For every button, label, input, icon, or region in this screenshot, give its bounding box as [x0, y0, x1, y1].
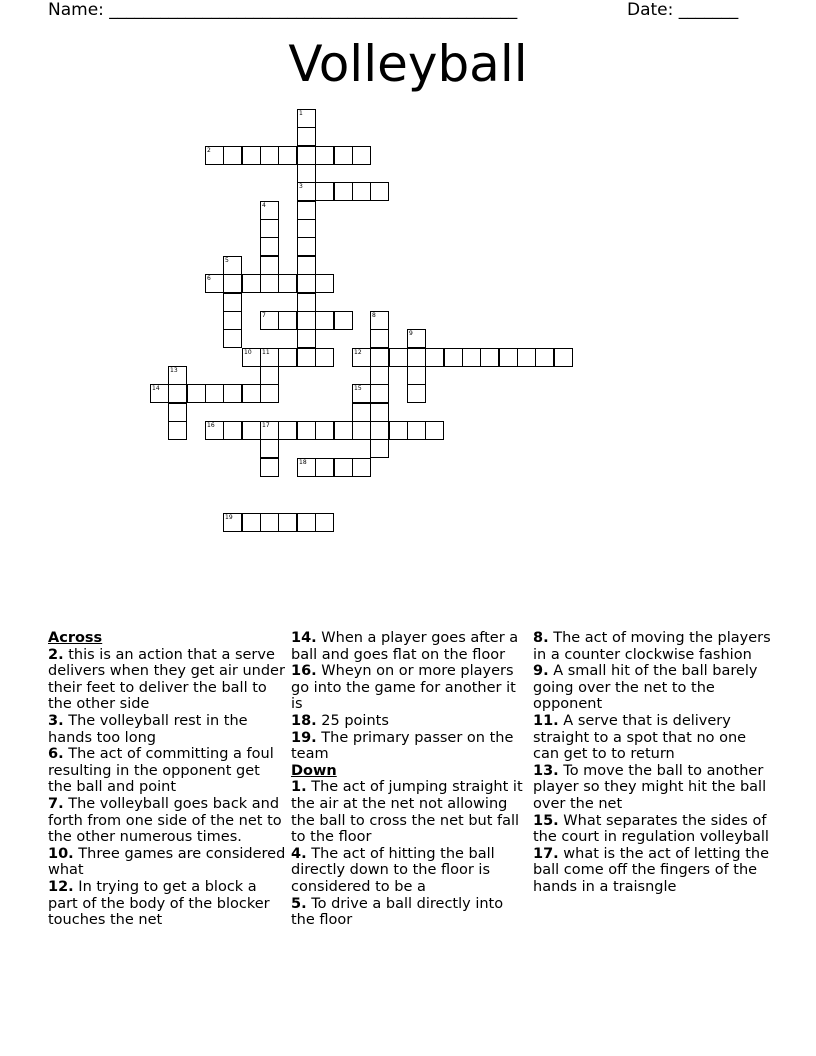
grid-cell[interactable] [278, 513, 297, 532]
grid-cell[interactable] [499, 348, 518, 367]
clue-number-label: 15. [533, 812, 559, 829]
grid-cell[interactable] [407, 421, 426, 440]
clue-item [533, 763, 771, 813]
clue-item [48, 647, 286, 713]
grid-cell[interactable] [370, 403, 389, 422]
grid-cell[interactable] [370, 439, 389, 458]
clue-number: 1 [299, 110, 303, 117]
grid-cell[interactable] [223, 329, 242, 348]
clue-item [48, 846, 286, 879]
grid-cell[interactable] [480, 348, 499, 367]
clue-number: 2 [207, 147, 211, 154]
clue-number: 12 [354, 349, 362, 356]
clue-number-label: 2. [48, 646, 64, 663]
grid-cell[interactable] [370, 348, 389, 367]
clue-text: what is the act of letting the ball come off the fingers of the hands in a traisngle [533, 845, 770, 895]
grid-cell[interactable] [168, 403, 187, 422]
date-field-label: Date: _______ [627, 0, 739, 20]
grid-cell[interactable] [352, 146, 371, 165]
grid-cell[interactable] [242, 274, 261, 293]
grid-cell[interactable] [297, 182, 316, 201]
clue-number-label: 12. [48, 878, 74, 895]
grid-cell[interactable] [242, 384, 261, 403]
clue-text: The volleyball goes back and forth from one side of the net to the other numerous times. [48, 795, 282, 846]
grid-cell[interactable] [554, 348, 573, 367]
grid-cell[interactable] [223, 421, 242, 440]
clue-text: 25 points [316, 712, 389, 729]
clue-number-label: 9. [533, 663, 549, 680]
grid-cell[interactable] [352, 403, 371, 422]
grid-cell[interactable] [187, 384, 206, 403]
clue-number-label: 18. [291, 712, 317, 729]
grid-cell[interactable] [278, 146, 297, 165]
grid-cell[interactable] [315, 182, 334, 201]
clue-text: The act of committing a foul resulting in the opponent get the ball and point [48, 746, 274, 796]
grid-cell[interactable] [370, 384, 389, 403]
grid-cell[interactable] [370, 329, 389, 348]
clue-item [291, 779, 529, 845]
clue-number-label: 6. [48, 746, 64, 763]
grid-cell[interactable] [260, 439, 279, 458]
grid-cell[interactable] [334, 146, 353, 165]
grid-cell[interactable] [315, 311, 334, 330]
clue-text: In trying to get a block a part of the body of the blocker touches the net [48, 878, 270, 929]
clue-number-label: 11. [533, 712, 559, 729]
grid-cell[interactable] [370, 421, 389, 440]
grid-cell[interactable] [444, 348, 463, 367]
grid-cell[interactable] [517, 348, 536, 367]
grid-cell[interactable] [297, 164, 316, 183]
clue-text: The act of jumping straight it the air at the net not allowing the ball to cross the net but fall to the floor [291, 779, 523, 846]
grid-cell[interactable] [297, 109, 316, 128]
grid-cell[interactable] [205, 421, 224, 440]
grid-cell[interactable] [389, 421, 408, 440]
grid-cell[interactable] [297, 421, 316, 440]
grid-cell[interactable] [223, 311, 242, 330]
clue-number: 6 [207, 275, 211, 282]
grid-cell[interactable] [535, 348, 554, 367]
clue-number: 17 [262, 422, 270, 429]
grid-cell[interactable] [297, 127, 316, 146]
clues-column-1 [48, 630, 286, 929]
grid-cell[interactable] [425, 421, 444, 440]
grid-cell[interactable] [297, 274, 316, 293]
page-title: Volleyball [288, 35, 528, 93]
across-heading: Across [48, 630, 103, 646]
grid-cell[interactable] [407, 329, 426, 348]
grid-cell[interactable] [425, 348, 444, 367]
clue-number: 5 [225, 257, 229, 264]
clue-number: 13 [170, 367, 178, 374]
clue-number: 15 [354, 385, 362, 392]
grid-cell[interactable] [297, 201, 316, 220]
clue-item [291, 663, 529, 713]
clue-number: 3 [299, 183, 303, 190]
clue-text: When a player goes after a ball and goes flat on the floor [291, 630, 519, 663]
clue-number-label: 10. [48, 845, 74, 862]
grid-cell[interactable] [334, 311, 353, 330]
across-clue-list [48, 647, 286, 929]
clue-number-label: 16. [291, 663, 317, 680]
grid-cell[interactable] [242, 146, 261, 165]
grid-cell[interactable] [352, 384, 371, 403]
clue-text: Three games are considered what [48, 845, 286, 879]
clue-item [48, 746, 286, 796]
clue-item [291, 896, 529, 929]
grid-cell[interactable] [278, 311, 297, 330]
clue-number: 4 [262, 202, 266, 209]
grid-cell[interactable] [223, 384, 242, 403]
grid-cell[interactable] [352, 182, 371, 201]
grid-cell[interactable] [389, 348, 408, 367]
grid-cell[interactable] [260, 219, 279, 238]
clues-column-2 [291, 630, 529, 929]
grid-cell[interactable] [168, 384, 187, 403]
clue-number-label: 13. [533, 762, 559, 779]
grid-cell[interactable] [260, 348, 279, 367]
clue-item [48, 713, 286, 746]
clue-item [291, 846, 529, 896]
grid-cell[interactable] [297, 256, 316, 275]
grid-cell[interactable] [168, 421, 187, 440]
grid-cell[interactable] [260, 458, 279, 477]
grid-cell[interactable] [407, 348, 426, 367]
grid-cell[interactable] [334, 458, 353, 477]
clue-text: The volleyball rest in the hands too long [48, 712, 248, 746]
grid-cell[interactable] [223, 274, 242, 293]
grid-cell[interactable] [168, 366, 187, 385]
grid-cell[interactable] [150, 384, 169, 403]
grid-cell[interactable] [315, 348, 334, 367]
grid-cell[interactable] [297, 513, 316, 532]
grid-cell[interactable] [260, 513, 279, 532]
grid-cell[interactable] [297, 237, 316, 256]
clue-text: Wheyn on or more players go into the game for another it is [291, 663, 516, 713]
grid-cell[interactable] [260, 256, 279, 275]
clue-number-label: 17. [533, 845, 559, 862]
grid-cell[interactable] [315, 146, 334, 165]
clue-text: What separates the sides of the court in regulation volleyball [533, 812, 769, 846]
grid-cell[interactable] [352, 458, 371, 477]
grid-cell[interactable] [223, 146, 242, 165]
clue-item [48, 796, 286, 846]
grid-cell[interactable] [315, 274, 334, 293]
grid-cell[interactable] [242, 348, 261, 367]
grid-cell[interactable] [462, 348, 481, 367]
clue-number-label: 4. [291, 845, 307, 862]
clue-text: The act of moving the players in a counter clockwise fashion [533, 630, 771, 663]
clue-number-label: 7. [48, 795, 64, 812]
down-clue-list [291, 779, 529, 928]
clue-text: A small hit of the ball barely going over the net to the opponent [533, 663, 758, 713]
grid-cell[interactable] [223, 513, 242, 532]
grid-cell[interactable] [260, 201, 279, 220]
grid-cell[interactable] [223, 293, 242, 312]
grid-cell[interactable] [205, 274, 224, 293]
clue-item [533, 813, 771, 846]
clue-number: 14 [152, 385, 160, 392]
grid-cell[interactable] [260, 237, 279, 256]
grid-cell[interactable] [260, 311, 279, 330]
grid-cell[interactable] [223, 256, 242, 275]
grid-cell[interactable] [370, 182, 389, 201]
clue-item [291, 713, 529, 730]
clue-number-label: 3. [48, 712, 64, 729]
clue-item [533, 713, 771, 763]
grid-cell[interactable] [278, 421, 297, 440]
clue-item [533, 630, 771, 663]
grid-cell[interactable] [334, 421, 353, 440]
across-clue-list-continued [291, 630, 529, 763]
clue-text: The act of hitting the ball directly down to the floor is considered to be a [291, 845, 495, 895]
grid-cell[interactable] [260, 384, 279, 403]
clue-number: 8 [372, 312, 376, 319]
grid-cell[interactable] [260, 274, 279, 293]
clue-number: 11 [262, 349, 270, 356]
clue-number-label: 14. [291, 630, 317, 646]
clue-text: The primary passer on the team [291, 729, 514, 763]
grid-cell[interactable] [297, 329, 316, 348]
down-clue-list-continued [533, 630, 771, 896]
clue-text: this is an action that a serve delivers when they get air under their feet to deliver the ball to the other side [48, 646, 285, 713]
clue-number: 10 [244, 349, 252, 356]
grid-cell[interactable] [297, 219, 316, 238]
clue-number-label: 19. [291, 729, 317, 746]
grid-cell[interactable] [315, 513, 334, 532]
grid-cell[interactable] [407, 384, 426, 403]
grid-cell[interactable] [242, 513, 261, 532]
clue-number-label: 8. [533, 630, 549, 646]
grid-cell[interactable] [278, 348, 297, 367]
clue-item [291, 730, 529, 763]
clue-item [533, 663, 771, 713]
clue-number: 18 [299, 459, 307, 466]
clue-item [48, 879, 286, 929]
clue-number-label: 1. [291, 779, 307, 796]
clue-text: To move the ball to another player so they might hit the ball over the net [533, 762, 767, 812]
clue-number: 16 [207, 422, 215, 429]
clue-item [291, 630, 529, 663]
clue-item [533, 846, 771, 896]
clue-number: 19 [225, 514, 233, 521]
grid-cell[interactable] [297, 146, 316, 165]
clues-column-3 [533, 630, 771, 896]
grid-cell[interactable] [297, 293, 316, 312]
grid-cell[interactable] [315, 458, 334, 477]
grid-cell[interactable] [407, 366, 426, 385]
grid-cell[interactable] [352, 348, 371, 367]
grid-cell[interactable] [370, 366, 389, 385]
grid-cell[interactable] [260, 366, 279, 385]
grid-cell[interactable] [278, 274, 297, 293]
clue-text: A serve that is delivery straight to a spot that no one can get to to return [533, 712, 747, 763]
down-heading: Down [291, 762, 337, 779]
clue-number: 7 [262, 312, 266, 319]
grid-cell[interactable] [205, 146, 224, 165]
grid-cell[interactable] [315, 421, 334, 440]
clue-number-label: 5. [291, 895, 307, 912]
clue-text: To drive a ball directly into the floor [291, 895, 504, 929]
grid-cell[interactable] [370, 311, 389, 330]
grid-cell[interactable] [352, 421, 371, 440]
grid-cell[interactable] [297, 311, 316, 330]
grid-cell[interactable] [260, 421, 279, 440]
clue-number: 9 [409, 330, 413, 337]
grid-cell[interactable] [242, 421, 261, 440]
grid-cell[interactable] [297, 458, 316, 477]
grid-cell[interactable] [205, 384, 224, 403]
grid-cell[interactable] [297, 348, 316, 367]
grid-cell[interactable] [260, 146, 279, 165]
name-field-label: Name: ________________________________________________ [48, 0, 518, 20]
grid-cell[interactable] [334, 182, 353, 201]
